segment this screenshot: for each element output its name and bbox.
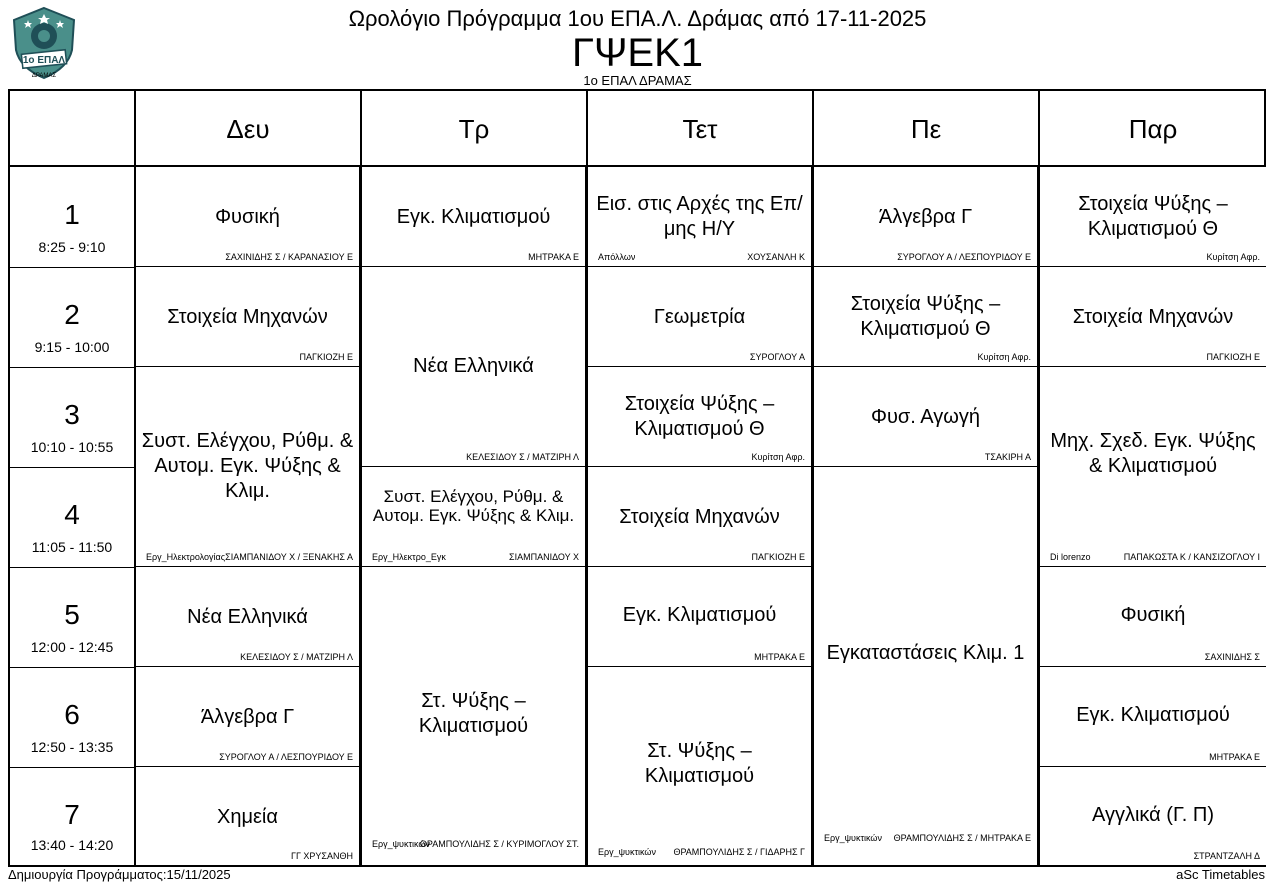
lesson-teacher: Κυρίτση Αφρ. bbox=[751, 452, 805, 462]
lesson-teacher: ΣΙΑΜΠΑΝΙΔΟΥ Χ / ΞΕΝΑΚΗΣ Α bbox=[225, 552, 353, 562]
lesson-teacher: ΘΡΑΜΠΟΥΛΙΔΗΣ Σ / ΓΙΔΑΡΗΣ Γ bbox=[673, 847, 805, 857]
lesson-teacher: ΧΟΥΣΑΝΛΗ Κ bbox=[747, 252, 805, 262]
footer-created-date: Δημιουργία Προγράμματος:15/11/2025 bbox=[8, 867, 231, 882]
lesson-wed-6-7[interactable] bbox=[588, 667, 812, 865]
lesson-teacher: Κυρίτση Αφρ. bbox=[977, 352, 1031, 362]
lesson-subject: Στοιχεία Μηχανών bbox=[619, 506, 780, 528]
lesson-teacher: Κυρίτση Αφρ. bbox=[1206, 252, 1260, 262]
logo-text: 1ο ΕΠΑΛ bbox=[22, 55, 66, 66]
lesson-tue-4[interactable] bbox=[362, 467, 586, 567]
lesson-subject: Εισ. στις Αρχές της Επ/μης Η/Υ bbox=[596, 193, 803, 240]
lesson-room: Εργ_ψυκτικών bbox=[372, 839, 430, 849]
day-header-mon: Δευ bbox=[226, 113, 270, 144]
lesson-fri-1[interactable] bbox=[1040, 167, 1266, 267]
period-time: 12:50 - 13:35 bbox=[30, 739, 114, 755]
day-header-fri: Παρ bbox=[1128, 113, 1178, 144]
lesson-subject: Φυσική bbox=[215, 206, 280, 228]
period-6 bbox=[10, 667, 134, 768]
class-name: ΓΨΕΚ1 bbox=[571, 31, 704, 75]
lesson-thu-1[interactable] bbox=[814, 167, 1038, 267]
lesson-teacher: ΓΓ ΧΡΥΣΑΝΘΗ bbox=[291, 851, 353, 861]
lesson-subject: Νέα Ελληνικά bbox=[413, 355, 534, 377]
lesson-subject: Χημεία bbox=[217, 806, 278, 828]
lesson-teacher: ΠΑΓΚΙΟΖΗ Ε bbox=[751, 552, 805, 562]
period-time: 13:40 - 14:20 bbox=[30, 837, 114, 853]
period-4 bbox=[10, 467, 134, 568]
lesson-subject: Στοιχεία Μηχανών bbox=[1072, 306, 1234, 328]
period-number: 1 bbox=[64, 199, 80, 230]
period-time: 12:00 - 12:45 bbox=[30, 639, 114, 655]
period-number: 7 bbox=[64, 799, 80, 830]
lesson-mon-5[interactable] bbox=[136, 567, 360, 667]
lesson-mon-6[interactable] bbox=[136, 667, 360, 767]
lesson-room: Απόλλων bbox=[598, 252, 636, 262]
lesson-subject: Αγγλικά (Γ. Π) bbox=[1092, 804, 1214, 826]
period-1 bbox=[10, 167, 134, 268]
day-header-thu: Πε bbox=[910, 113, 942, 144]
period-time: 9:15 - 10:00 bbox=[34, 339, 110, 355]
lesson-subject: Εγκ. Κλιματισμού bbox=[622, 604, 777, 626]
footer-software: aSc Timetables bbox=[1176, 867, 1265, 882]
lesson-subject: Στοιχεία Μηχανών bbox=[167, 306, 328, 328]
lesson-teacher: ΣΥΡΟΓΛΟΥ Α bbox=[749, 352, 805, 362]
lesson-teacher: ΜΗΤΡΑΚΑ Ε bbox=[754, 652, 805, 662]
lesson-tue-2-3[interactable] bbox=[362, 267, 586, 467]
period-5 bbox=[10, 567, 134, 668]
lesson-wed-4[interactable] bbox=[588, 467, 812, 567]
period-time: 10:10 - 10:55 bbox=[30, 439, 114, 455]
lesson-fri-3-4[interactable] bbox=[1040, 367, 1266, 567]
lesson-fri-6[interactable] bbox=[1040, 667, 1266, 767]
lesson-mon-2[interactable] bbox=[136, 267, 360, 367]
period-number: 5 bbox=[64, 599, 80, 630]
lesson-fri-5[interactable] bbox=[1040, 567, 1266, 667]
school-name: 1ο ΕΠΑΛ ΔΡΑΜΑΣ bbox=[583, 73, 692, 88]
period-3 bbox=[10, 367, 134, 468]
lesson-wed-5[interactable] bbox=[588, 567, 812, 667]
lesson-teacher: ΘΡΑΜΠΟΥΛΙΔΗΣ Σ / ΜΗΤΡΑΚΑ Ε bbox=[893, 833, 1031, 843]
lesson-tue-1[interactable] bbox=[362, 167, 586, 267]
lesson-subject: Συστ. Ελέγχου, Ρύθμ. & Αυτομ. Εγκ. Ψύξης & Κλιμ. bbox=[372, 487, 575, 525]
lesson-thu-2[interactable] bbox=[814, 267, 1038, 367]
lesson-teacher: ΣΥΡΟΓΛΟΥ Α / ΛΕΣΠΟΥΡΙΔΟΥ Ε bbox=[897, 252, 1031, 262]
day-header-wed: Τετ bbox=[682, 113, 718, 144]
lesson-fri-2[interactable] bbox=[1040, 267, 1266, 367]
lesson-subject: Μηχ. Σχεδ. Εγκ. Ψύξης & Κλιματισμού bbox=[1050, 430, 1256, 477]
lesson-wed-1[interactable] bbox=[588, 167, 812, 267]
lesson-teacher: ΣΥΡΟΓΛΟΥ Α / ΛΕΣΠΟΥΡΙΔΟΥ Ε bbox=[219, 752, 353, 762]
lesson-tue-5-7[interactable] bbox=[362, 567, 586, 865]
lesson-mon-3-4[interactable] bbox=[136, 367, 360, 567]
lesson-teacher: ΜΗΤΡΑΚΑ Ε bbox=[1209, 752, 1260, 762]
logo-subtext: ΔΡΑΜΑΣ bbox=[31, 73, 57, 79]
lesson-teacher: ΚΕΛΕΣΙΔΟΥ Σ / ΜΑΤΖΙΡΗ Λ bbox=[240, 652, 353, 662]
lesson-mon-7[interactable] bbox=[136, 767, 360, 865]
period-2 bbox=[10, 267, 134, 368]
lesson-subject: Φυσική bbox=[1120, 604, 1186, 626]
period-number: 4 bbox=[64, 499, 80, 530]
lesson-subject: Άλγεβρα Γ bbox=[878, 206, 973, 228]
lesson-subject: Συστ. Ελέγχου, Ρύθμ. & Αυτομ. Εγκ. Ψύξης & Κλιμ. bbox=[141, 430, 354, 502]
lesson-subject: Στοιχεία Ψύξης – Κλιματισμού Θ bbox=[850, 293, 1001, 340]
lesson-subject: Στ. Ψύξης – Κλιματισμού bbox=[418, 690, 529, 737]
lesson-teacher: ΣΤΡΑΝΤΖΑΛΗ Δ bbox=[1193, 851, 1260, 861]
lesson-subject: Νέα Ελληνικά bbox=[187, 606, 308, 628]
period-number: 6 bbox=[64, 699, 80, 730]
lesson-wed-3[interactable] bbox=[588, 367, 812, 467]
lesson-subject: Στοιχεία Ψύξης – Κλιματισμού Θ bbox=[1078, 193, 1228, 240]
lesson-teacher: ΠΑΠΑΚΩΣΤΑ Κ / ΚΑΝΣΙΖΟΓΛΟΥ Ι bbox=[1123, 552, 1260, 562]
lesson-subject: Φυσ. Αγωγή bbox=[871, 406, 980, 428]
lesson-mon-1[interactable] bbox=[136, 167, 360, 267]
document-title: Ωρολόγιο Πρόγραμμα 1ου ΕΠΑ.Λ. Δράμας από 17-11-2025 bbox=[348, 6, 927, 31]
lesson-teacher: ΣΑΧΙΝΙΔΗΣ Σ bbox=[1204, 652, 1260, 662]
period-time: 8:25 - 9:10 bbox=[38, 239, 106, 255]
lesson-subject: Εγκαταστάσεις Κλιμ. 1 bbox=[826, 642, 1025, 664]
lesson-teacher: ΣΑΧΙΝΙΔΗΣ Σ / ΚΑΡΑΝΑΣΙΟΥ Ε bbox=[225, 252, 353, 262]
lesson-subject: Στ. Ψύξης – Κλιματισμού bbox=[644, 740, 755, 787]
lesson-subject: Στοιχεία Ψύξης – Κλιματισμού Θ bbox=[624, 393, 775, 440]
lesson-thu-3[interactable] bbox=[814, 367, 1038, 467]
lesson-wed-2[interactable] bbox=[588, 267, 812, 367]
lesson-teacher: ΣΙΑΜΠΑΝΙΔΟΥ Χ bbox=[509, 552, 579, 562]
lesson-room: Εργ_ψυκτικών bbox=[598, 847, 656, 857]
lesson-room: Εργ_Ηλεκτρο_Εγκ bbox=[372, 552, 446, 562]
period-number: 3 bbox=[64, 399, 80, 430]
lesson-subject: Άλγεβρα Γ bbox=[200, 706, 295, 728]
lesson-teacher: ΜΗΤΡΑΚΑ Ε bbox=[528, 252, 579, 262]
lesson-subject: Εγκ. Κλιματισμού bbox=[1076, 704, 1230, 726]
lesson-subject: Εγκ. Κλιματισμού bbox=[396, 206, 551, 228]
lesson-room: Εργ_ψυκτικών bbox=[824, 833, 882, 843]
period-number: 2 bbox=[64, 299, 80, 330]
lesson-teacher: ΠΑΓΚΙΟΖΗ Ε bbox=[299, 352, 353, 362]
lesson-thu-4-7[interactable] bbox=[814, 467, 1038, 865]
lesson-teacher: ΚΕΛΕΣΙΔΟΥ Σ / ΜΑΤΖΙΡΗ Λ bbox=[466, 452, 579, 462]
lesson-room: Di lorenzo bbox=[1050, 552, 1091, 562]
lesson-room: Εργ_Ηλεκτρολογίας bbox=[146, 552, 226, 562]
day-header-tue: Τρ bbox=[458, 113, 490, 144]
timetable-grid bbox=[8, 89, 1266, 867]
lesson-subject: Γεωμετρία bbox=[653, 306, 746, 328]
period-7 bbox=[10, 767, 134, 865]
lesson-teacher: ΘΡΑΜΠΟΥΛΙΔΗΣ Σ / ΚΥΡΙΜΟΓΛΟΥ ΣΤ. bbox=[419, 839, 579, 849]
period-time: 11:05 - 11:50 bbox=[31, 539, 113, 555]
lesson-teacher: ΤΣΑΚΙΡΗ Α bbox=[984, 452, 1031, 462]
lesson-fri-7[interactable] bbox=[1040, 767, 1266, 865]
lesson-teacher: ΠΑΓΚΙΟΖΗ Ε bbox=[1206, 352, 1260, 362]
